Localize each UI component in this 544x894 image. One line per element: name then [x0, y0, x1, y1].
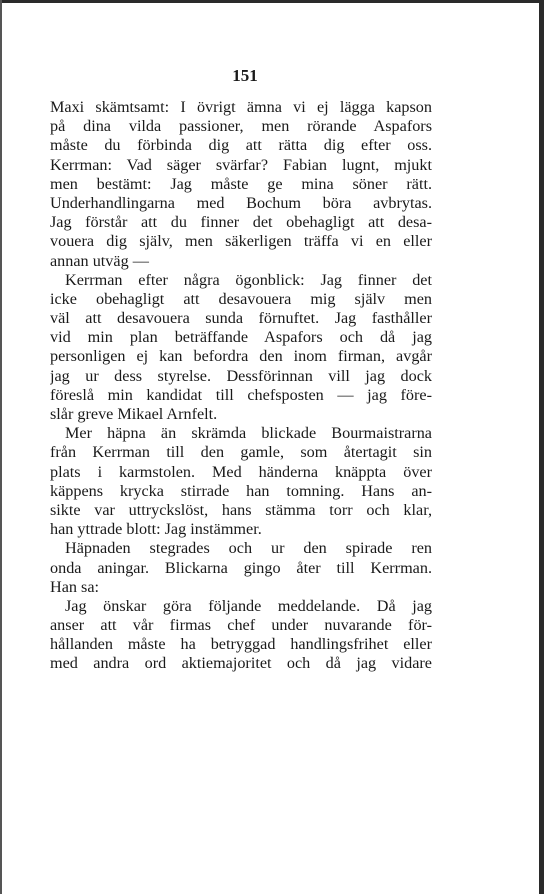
- text-line: Mer häpna än skrämda blickade Bourmaistrarna: [65, 424, 432, 443]
- scan-edge-right: [539, 0, 544, 894]
- text-line: onda aningar. Blickarna gingo åter till Kerrman.: [50, 558, 432, 577]
- text-line: käppens krycka stirrade han tomning. Hans an-: [50, 481, 432, 500]
- text-line: sikte var uttryckslöst, hans stämma torr och klar,: [50, 500, 432, 519]
- text-line: vouera dig själv, men säkerligen träffa vi en eller: [50, 232, 432, 251]
- scan-edge-left: [0, 0, 2, 894]
- text-line: icke obehagligt att desavouera mig själv men: [50, 289, 432, 308]
- text-line: Han sa:: [50, 577, 99, 596]
- text-line: från Kerrman till den gamle, som återtagit sin: [50, 443, 432, 462]
- text-line: måste du förbinda dig att rätta dig efter oss.: [50, 136, 432, 155]
- text-line: med andra ord aktiemajoritet och då jag vidare: [50, 654, 432, 673]
- text-line: men bestämt: Jag måste ge mina söner rätt.: [50, 174, 432, 193]
- text-line: vid min plan beträffande Aspafors och då jag: [50, 328, 432, 347]
- text-line: annan utväg —: [50, 251, 149, 270]
- text-line: slår greve Mikael Arnfelt.: [50, 405, 218, 423]
- page-text-body: [50, 98, 432, 674]
- text-line: föreslå min kandidat till chefsposten — jag före-: [50, 385, 432, 404]
- text-line: väl att desavouera sunda förnuftet. Jag fasthåller: [50, 309, 432, 328]
- text-line: Kerrman: Vad säger svärfar? Fabian lugnt, mjukt: [50, 155, 432, 174]
- text-line: Häpnaden stegrades och ur den spirade ren: [65, 539, 432, 558]
- text-line: han yttrade blott: Jag instämmer.: [50, 520, 262, 539]
- text-line: jag ur dess styrelse. Dessförinnan vill jag dock: [50, 366, 432, 385]
- text-line: Maxi skämtsamt: I övrigt ämna vi ej lägga kapson: [50, 98, 432, 116]
- text-line: Underhandlingarna med Bochum böra avbrytas.: [50, 193, 432, 212]
- text-line: hållanden måste ha betryggad handlingsfrihet eller: [50, 635, 432, 654]
- text-line: Jag förstår att du finner det obehagligt att desa-: [50, 213, 432, 232]
- text-line: plats i karmstolen. Med händerna knäppta över: [50, 462, 432, 481]
- text-line: personligen ej kan befordra den inom firman, avgår: [50, 347, 432, 366]
- text-line: på dina vilda passioner, men rörande Aspafors: [50, 117, 432, 136]
- text-line: anser att vår firmas chef under nuvarande för-: [50, 616, 432, 635]
- text-line: Jag önskar göra följande meddelande. Då jag: [65, 596, 432, 615]
- text-line: Kerrman efter några ögonblick: Jag finner det: [65, 270, 432, 289]
- scan-edge-top: [0, 0, 544, 3]
- page-number: 151: [232, 66, 258, 85]
